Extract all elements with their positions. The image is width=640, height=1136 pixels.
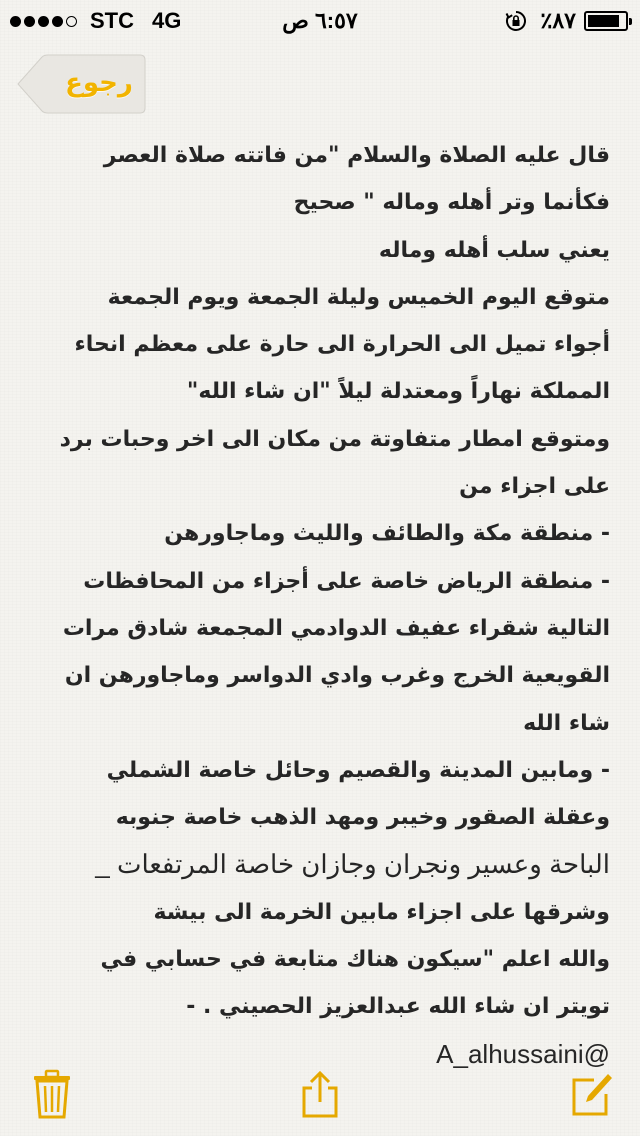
status-right — [505, 8, 628, 34]
note-line: - منطقة الرياض خاصة على أجزاء من المحافظات — [83, 568, 610, 594]
note-line: القويعية الخرج وغرب وادي الدواسر وماجاورهن ان — [64, 663, 610, 689]
carrier-name: STC — [90, 8, 134, 33]
battery-icon — [584, 11, 628, 31]
note-line: - ومابين المدينة والقصيم وحائل خاصة الشملي — [106, 757, 610, 783]
status-time: ٦:٥٧ ص — [282, 8, 358, 33]
battery-percent: ٪٨٧ — [540, 8, 576, 33]
note-line: متوقع اليوم الخميس وليلة الجمعة ويوم الجمعة — [107, 284, 610, 310]
network-type: 4G — [152, 8, 182, 33]
compose-button[interactable] — [570, 1070, 614, 1120]
note-line: وشرقها على اجزاء مابين الخرمة الى بيشة — [153, 899, 610, 925]
note-line: أجواء تميل الى الحرارة الى حارة على معظم انحاء — [74, 332, 610, 358]
back-button-label: رجوع — [65, 68, 133, 98]
trash-icon — [30, 1070, 74, 1120]
status-bar — [0, 0, 640, 40]
note-line: المملكة نهاراً ومعتدلة ليلاً "ان شاء الله" — [186, 379, 610, 405]
compose-icon — [570, 1070, 614, 1120]
note-line: شاء الله — [523, 710, 610, 736]
share-icon — [298, 1070, 342, 1120]
note-line: على اجزاء من — [459, 474, 610, 500]
bottom-toolbar — [0, 1060, 640, 1130]
note-line: والله اعلم "سيكون هناك متابعة في حسابي في — [100, 947, 610, 973]
back-button[interactable] — [16, 54, 146, 114]
note-line: ومتوقع امطار متفاوتة من مكان الى اخر وحبات برد — [59, 426, 610, 452]
note-line: التالية شقراء عفيف الدوادمي المجمعة شادق مرات — [62, 615, 610, 641]
battery-fill — [588, 15, 619, 27]
note-line: تويتر ان شاء الله عبدالعزيز الحصيني . - — [186, 994, 610, 1020]
note-line: قال عليه الصلاة والسلام "من فاتته صلاة العصر — [103, 143, 610, 168]
battery-tip — [629, 18, 632, 25]
note-line: يعني سلب أهله وماله — [378, 237, 610, 263]
delete-button[interactable] — [30, 1070, 74, 1120]
note-line: _ الباحة وعسير ونجران وجازان خاصة المرتفعات — [95, 849, 610, 880]
rotation-lock-icon — [505, 10, 527, 32]
note-line: وعقلة الصقور وخيبر ومهد الذهب خاصة جنوبه — [115, 805, 610, 831]
share-button[interactable] — [298, 1070, 342, 1120]
note-line: A_alhussaini@ — [436, 1038, 610, 1069]
note-line: فكأنما وتر أهله وماله " صحيح — [293, 190, 610, 216]
note-line: - منطقة مكة والطائف والليث وماجاورهن — [164, 521, 610, 547]
note-body[interactable] — [34, 132, 610, 1069]
